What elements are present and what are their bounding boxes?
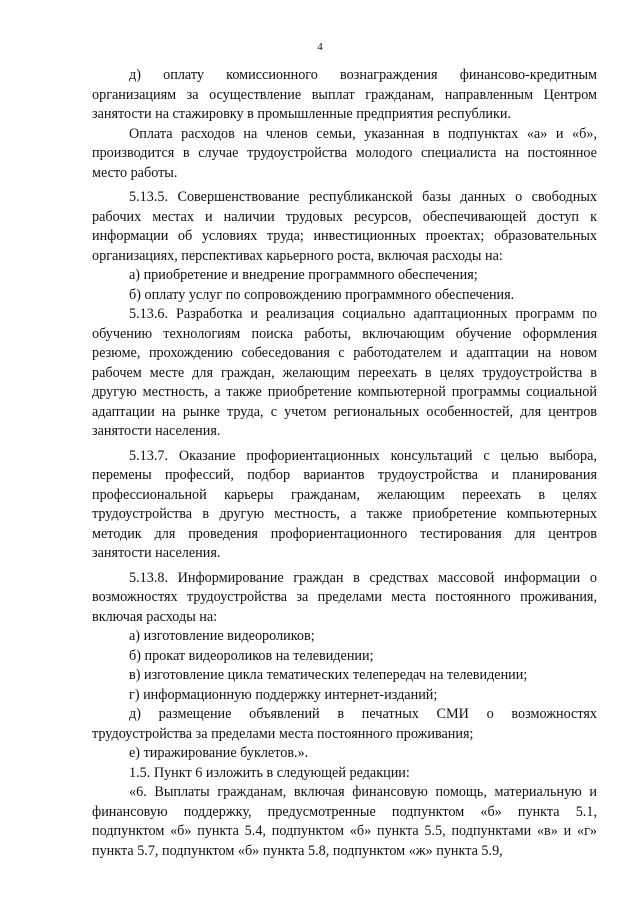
list-item: е) тиражирование буклетов.».	[129, 745, 309, 761]
list-item: г) информационную поддержку интернет-изданий;	[129, 686, 438, 703]
paragraph: д) оплату комиссионного вознаграждения финансово-кредитным организациям за осуществление выплат гражданам, направленным Центром занятости на стажировку в промышленные предприятия республики.	[92, 67, 597, 122]
page-number: 4	[317, 41, 323, 53]
paragraph: Оплата расходов на членов семьи, указанная в подпунктах «а» и «б», производится в случае трудоустройства молодого специалиста на постоянное место работы.	[92, 125, 597, 181]
paragraph: 1.5. Пункт 6 изложить в следующей редакции:	[129, 764, 410, 781]
list-item: б) прокат видеороликов на телевидении;	[129, 647, 374, 664]
list-item: а) приобретение и внедрение программного обеспечения;	[129, 267, 478, 283]
list-item: а) изготовление видеороликов;	[129, 628, 315, 644]
paragraph: 5.13.7. Оказание профориентационных консультаций с целью выбора, перемены профессий, подбор вариантов трудоустройства и планирования профессиональной карьеры гражданам, желающим переехать в целях трудоустройства в другую местность, а также приобретение компьютерных методик для проведения профориентационного тестирования для центров занятости населения.	[92, 447, 597, 561]
list-item: б) оплату услуг по сопровождению программного обеспечения.	[129, 286, 515, 303]
paragraph: 5.13.8. Информирование граждан в средствах массовой информации о возможностях трудоустройства за пределами места постоянного проживания, включая расходы на:	[92, 569, 597, 625]
paragraph: «6. Выплаты гражданам, включая финансовую помощь, материальную и финансовую поддержку, предусмотренные подпунктом «б» пункта 5.1, подпунктом «б» пункта 5.4, подпунктом «б» пункта 5.5, подпунктами «в» и «г» пункта 5.7, подпунктом «б» пункта 5.8, подпунктом «ж» пункта 5.9,	[92, 784, 597, 859]
paragraph: 5.13.6. Разработка и реализация социально адаптационных программ по обучению технологиям поиска работы, включающим обучение оформления резюме, прохождению собеседования с работодателем и адаптации на новом рабочем месте для граждан, желающим переехать в целях трудоустройства в другую местность, а также приобретение компьютерной программы социальной адаптации на рынке труда, с учетом региональных особенностей, для центров занятости населения.	[92, 306, 597, 439]
paragraph: 5.13.5. Совершенствование республиканской базы данных о свободных рабочих местах и наличии трудовых ресурсов, обеспечивающей доступ к информации об условиях труда; инвестиционных проектах; образовательных организациях, перспективах карьерного роста, включая расходы на:	[92, 189, 597, 264]
list-item: в) изготовление цикла тематических телепередач на телевидении;	[129, 667, 528, 683]
list-item: д) размещение объявлений в печатных СМИ о возможностях трудоустройства за пределами места постоянного проживания;	[92, 706, 597, 742]
document-body	[92, 66, 597, 861]
